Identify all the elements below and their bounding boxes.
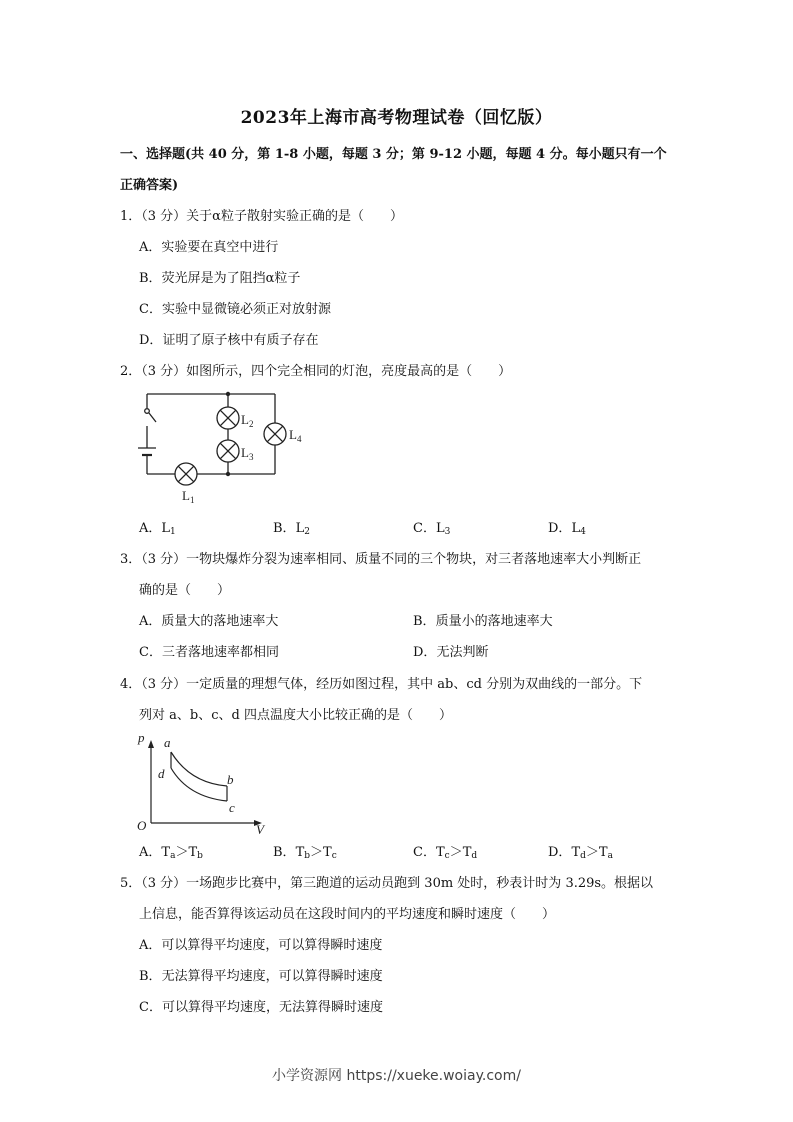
question-stem-cont: 确的是（ ） [139,583,231,598]
svg-text:L1: $L_1$ [182,488,195,505]
option-b: B．质量小的落地速率大 [413,614,553,629]
section-heading-cont: 正确答案) [120,178,179,193]
svg-text:a: a [164,735,171,750]
option-d: D．$T_d>T_a$ [548,845,613,861]
option-c: C．三者落地速率都相同 [139,645,279,660]
pv-diagram [130,725,280,840]
section-heading: 一、选择题(共 40 分，第 1-8 小题，每题 3 分；第 9-12 小题，每题 4 分。每小题只有一个 [120,147,667,162]
page-title: 2023年上海市高考物理试卷（回忆版） [240,108,553,128]
circuit-diagram [130,385,320,510]
option-b: B．荧光屏是为了阻挡α粒子 [139,271,301,286]
option-b: B．$T_b>T_c$ [273,845,337,861]
question-stem: 4．（3 分）一定质量的理想气体，经历如图过程，其中 ab、cd 分别为双曲线的一部分。下 [120,677,643,692]
option-c: C．实验中显微镜必须正对放射源 [139,302,331,317]
option-a: A．可以算得平均速度，可以算得瞬时速度 [139,938,383,953]
svg-text:O: O [137,818,147,833]
question-stem: 1．（3 分）关于α粒子散射实验正确的是（ ） [120,209,403,224]
footer-watermark: 小学资源网 https://xueke.woiay.com/ [272,1068,521,1084]
question-stem-cont: 上信息，能否算得该运动员在这段时间内的平均速度和瞬时速度（ ） [139,907,556,922]
svg-text:p: p [138,730,145,745]
option-d: D．$L_4$ [548,521,586,537]
svg-text:V: V [256,822,264,837]
question-stem: 5．（3 分）一场跑步比赛中，第三跑道的运动员跑到 30m 处时，秒表计时为 3.29s。根据以 [120,876,654,891]
lamp-l4-icon [264,423,286,445]
svg-text:L3: $L_3$ [241,445,254,462]
question-stem-cont: 列对 a、b、c、d 四点温度大小比较正确的是（ ） [139,708,452,723]
option-b: B．$L_2$ [273,521,310,537]
option-b: B．无法算得平均速度，可以算得瞬时速度 [139,969,383,984]
svg-text:L4: $L_4$ [289,427,302,444]
option-c: C．可以算得平均速度，无法算得瞬时速度 [139,1000,383,1015]
option-a: A．质量大的落地速率大 [139,614,279,629]
svg-text:b: b [227,772,234,787]
option-a: A．$T_a>T_b$ [139,845,203,861]
svg-text:c: c [229,800,235,815]
option-c: C．$T_c>T_d$ [413,845,478,861]
option-a: A．$L_1$ [139,521,176,537]
option-c: C．$L_3$ [413,521,451,537]
question-stem: 2．（3 分）如图所示，四个完全相同的灯泡，亮度最高的是（ ） [120,364,512,379]
svg-text:L2: $L_2$ [241,412,254,429]
lamp-l2-icon [217,407,239,429]
lamp-l1-icon [175,463,197,485]
question-stem: 3．（3 分）一物块爆炸分裂为速率相同、质量不同的三个物块，对三者落地速率大小判断正 [120,552,642,567]
option-d: D．无法判断 [413,645,489,660]
svg-text:d: d [158,766,165,781]
lamp-l3-icon [217,440,239,462]
option-a: A．实验要在真空中进行 [139,240,279,255]
option-d: D．证明了原子核中有质子存在 [139,333,319,348]
